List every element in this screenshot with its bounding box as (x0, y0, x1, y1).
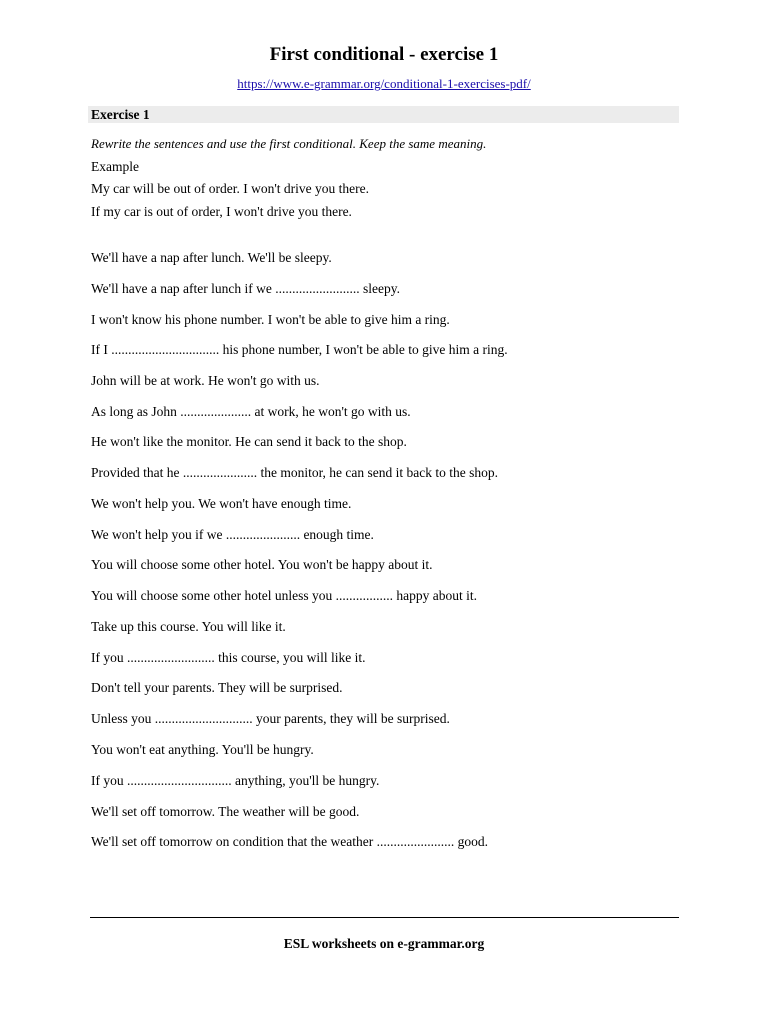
example-rewritten-sentence: If my car is out of order, I won't drive you there. (91, 204, 352, 219)
exercise-item-6-original: You will choose some other hotel. You won't be happy about it. (91, 557, 433, 572)
exercise-item-2-rewrite: If I ................................ his phone number, I won't be able to give him a ring. (91, 342, 508, 357)
exercise-item-5-original: We won't help you. We won't have enough time. (91, 496, 352, 511)
exercise-item-6-rewrite: You will choose some other hotel unless you ................. happy about it. (91, 588, 477, 603)
exercise-item-7-rewrite: If you .......................... this course, you will like it. (91, 650, 366, 665)
exercise-item-7-original: Take up this course. You will like it. (91, 619, 286, 634)
exercise-item-10-original: We'll set off tomorrow. The weather will be good. (91, 804, 360, 819)
section-header-bar (88, 106, 679, 123)
exercise-item-10-rewrite: We'll set off tomorrow on condition that the weather ....................... good. (91, 834, 489, 849)
footer-text: ESL worksheets on e-grammar.org (283, 936, 485, 951)
exercise-item-1-rewrite: We'll have a nap after lunch if we ......................... sleepy. (91, 281, 400, 296)
example-original-sentence: My car will be out of order. I won't drive you there. (91, 181, 369, 196)
exercise-item-3-rewrite: As long as John ..................... at work, he won't go with us. (91, 404, 411, 419)
example-label: Example (91, 159, 139, 174)
instructions-text: Rewrite the sentences and use the first conditional. Keep the same meaning. (91, 136, 487, 151)
exercise-item-8-rewrite: Unless you ............................. your parents, they will be surprised. (91, 711, 450, 726)
exercise-item-9-rewrite: If you ............................... anything, you'll be hungry. (91, 773, 380, 788)
exercise-item-5-rewrite: We won't help you if we ...................... enough time. (91, 527, 374, 542)
section-heading: Exercise 1 (91, 107, 150, 122)
exercise-item-4-rewrite: Provided that he ...................... the monitor, he can send it back to the shop. (91, 465, 499, 480)
exercise-item-1-original: We'll have a nap after lunch. We'll be sleepy. (91, 250, 332, 265)
exercise-item-9-original: You won't eat anything. You'll be hungry. (91, 742, 314, 757)
exercise-item-8-original: Don't tell your parents. They will be surprised. (91, 680, 343, 695)
page-title: First conditional - exercise 1 (269, 44, 499, 65)
footer-divider (90, 917, 679, 918)
exercise-item-2-original: I won't know his phone number. I won't be able to give him a ring. (91, 312, 450, 327)
exercise-item-4-original: He won't like the monitor. He can send it back to the shop. (91, 434, 407, 449)
exercise-item-3-original: John will be at work. He won't go with us. (91, 373, 320, 388)
source-url-link[interactable]: https://www.e-grammar.org/conditional-1-exercises-pdf/ (237, 76, 531, 91)
